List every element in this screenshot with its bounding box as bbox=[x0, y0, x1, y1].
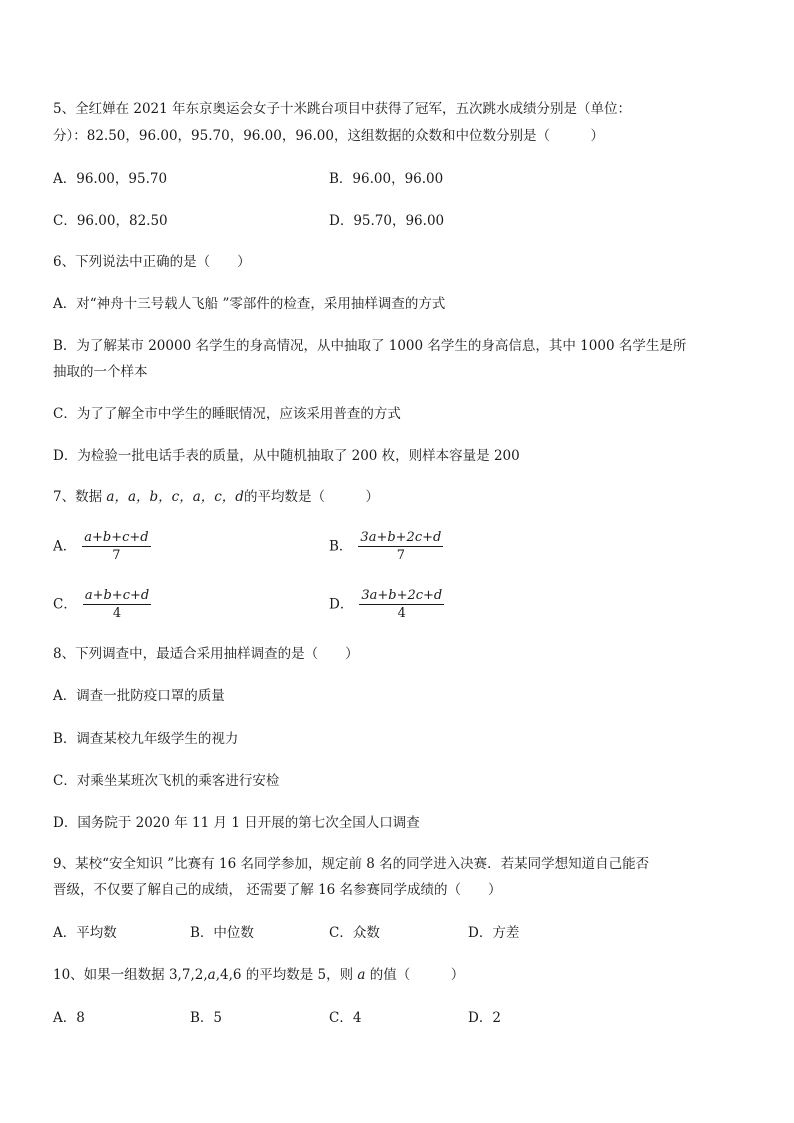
q9-option-a: A．平均数 bbox=[53, 925, 117, 941]
q10-stem-var: a bbox=[207, 967, 216, 983]
q10-stem-prefix: 10、如果一组数据 3,7,2, bbox=[53, 967, 208, 983]
q7-option-c bbox=[53, 588, 151, 621]
q7-option-c-fraction bbox=[83, 588, 151, 621]
q9-stem-line2: 晋级，不仅要了解自己的成绩， 还需要了解 16 名参赛同学成绩的（ ） bbox=[53, 882, 502, 898]
q7-option-b-numerator: 3a+b+2c+d bbox=[360, 530, 442, 545]
q10-option-c: C．4 bbox=[329, 1010, 362, 1026]
q9-option-c: C．众数 bbox=[329, 925, 380, 941]
fraction-bar bbox=[358, 546, 443, 547]
q9-option-b: B．中位数 bbox=[190, 925, 254, 941]
q5-option-d: D．95.70，96.00 bbox=[329, 213, 445, 229]
q8-stem: 8、下列调查中，最适合采用抽样调查的是（ ） bbox=[53, 646, 359, 662]
q7-option-a bbox=[53, 530, 151, 563]
fraction-bar bbox=[82, 546, 150, 547]
q10-stem-var2: a bbox=[357, 967, 366, 983]
q7-option-d-numerator: 3a+b+2c+d bbox=[361, 588, 443, 603]
q10-option-b: B．5 bbox=[190, 1010, 223, 1026]
q6-option-d: D．为检验一批电话手表的质量，从中随机抽取了 200 枚，则样本容量是 200 bbox=[53, 448, 520, 464]
q7-option-a-label: A． bbox=[53, 538, 77, 555]
q5-option-a: A．96.00，95.70 bbox=[53, 171, 168, 187]
q7-option-d bbox=[329, 588, 444, 621]
q10-stem bbox=[53, 966, 464, 984]
q7-option-d-label: D． bbox=[329, 596, 354, 613]
q5-stem-line1: 5、全红婵在 2021 年东京奥运会女子十米跳台项目中获得了冠军，五次跳水成绩分别是（单位： bbox=[53, 101, 632, 117]
q10-option-a: A．8 bbox=[53, 1010, 85, 1026]
q7-stem-prefix: 7、数据 bbox=[53, 489, 107, 505]
q8-option-c: C．对乘坐某班次飞机的乘客进行安检 bbox=[53, 773, 280, 789]
q10-stem-suffix: 的值（ ） bbox=[365, 967, 465, 983]
q10-stem-mid: ,4,6 的平均数是 5，则 bbox=[215, 967, 358, 983]
q6-option-c: C．为了了解全市中学生的睡眠情况，应该采用普查的方式 bbox=[53, 406, 401, 422]
q9-option-d: D．方差 bbox=[468, 925, 520, 941]
q7-option-c-denominator: 4 bbox=[112, 606, 122, 621]
q6-option-b-line2: 抽取的一个样本 bbox=[53, 364, 148, 380]
q7-option-b-fraction bbox=[358, 530, 443, 563]
q6-option-b-line1: B．为了解某市 20000 名学生的身高情况，从中抽取了 1000 名学生的身高信息，其中 1000 名学生是所 bbox=[53, 338, 687, 354]
q9-stem-line1: 9、某校“安全知识 ”比赛有 16 名同学参加，规定前 8 名的同学进入决赛．若某同学想知道自己能否 bbox=[53, 856, 650, 872]
q7-option-d-fraction bbox=[359, 588, 444, 621]
q8-option-b: B．调查某校九年级学生的视力 bbox=[53, 731, 239, 747]
fraction-bar bbox=[83, 604, 151, 605]
q8-option-a: A．调查一批防疫口罩的质量 bbox=[53, 688, 225, 704]
q7-option-b bbox=[329, 530, 443, 563]
q6-stem: 6、下列说法中正确的是（ ） bbox=[53, 254, 251, 270]
q7-option-a-fraction bbox=[82, 530, 150, 563]
q8-option-d: D．国务院于 2020 年 11 月 1 日开展的第七次全国人口调查 bbox=[53, 815, 420, 831]
q5-option-c: C．96.00，82.50 bbox=[53, 213, 168, 229]
q7-option-b-label: B． bbox=[329, 538, 353, 555]
q7-option-c-label: C． bbox=[53, 596, 77, 613]
q5-stem-line2: 分）：82.50，96.00，95.70，96.00，96.00，这组数据的众数和中位数分别是（ ） bbox=[53, 128, 604, 144]
q7-option-a-denominator: 7 bbox=[112, 548, 121, 563]
q7-option-d-denominator: 4 bbox=[397, 606, 406, 621]
q7-stem bbox=[53, 488, 379, 506]
q10-option-d: D．2 bbox=[468, 1010, 501, 1026]
q5-option-b: B．96.00，96.00 bbox=[329, 171, 444, 187]
q6-option-a: A．对“神舟十三号载人飞船 ”零部件的检查，采用抽样调查的方式 bbox=[53, 296, 446, 312]
q7-stem-suffix: 的平均数是（ ） bbox=[243, 489, 379, 505]
q7-option-b-denominator: 7 bbox=[396, 548, 406, 563]
q7-option-c-numerator: a+b+c+d bbox=[84, 588, 150, 603]
q7-stem-vars: a，a，b，c，a，c，d bbox=[106, 489, 244, 505]
q7-option-a-numerator: a+b+c+d bbox=[84, 530, 149, 545]
fraction-bar bbox=[359, 604, 444, 605]
